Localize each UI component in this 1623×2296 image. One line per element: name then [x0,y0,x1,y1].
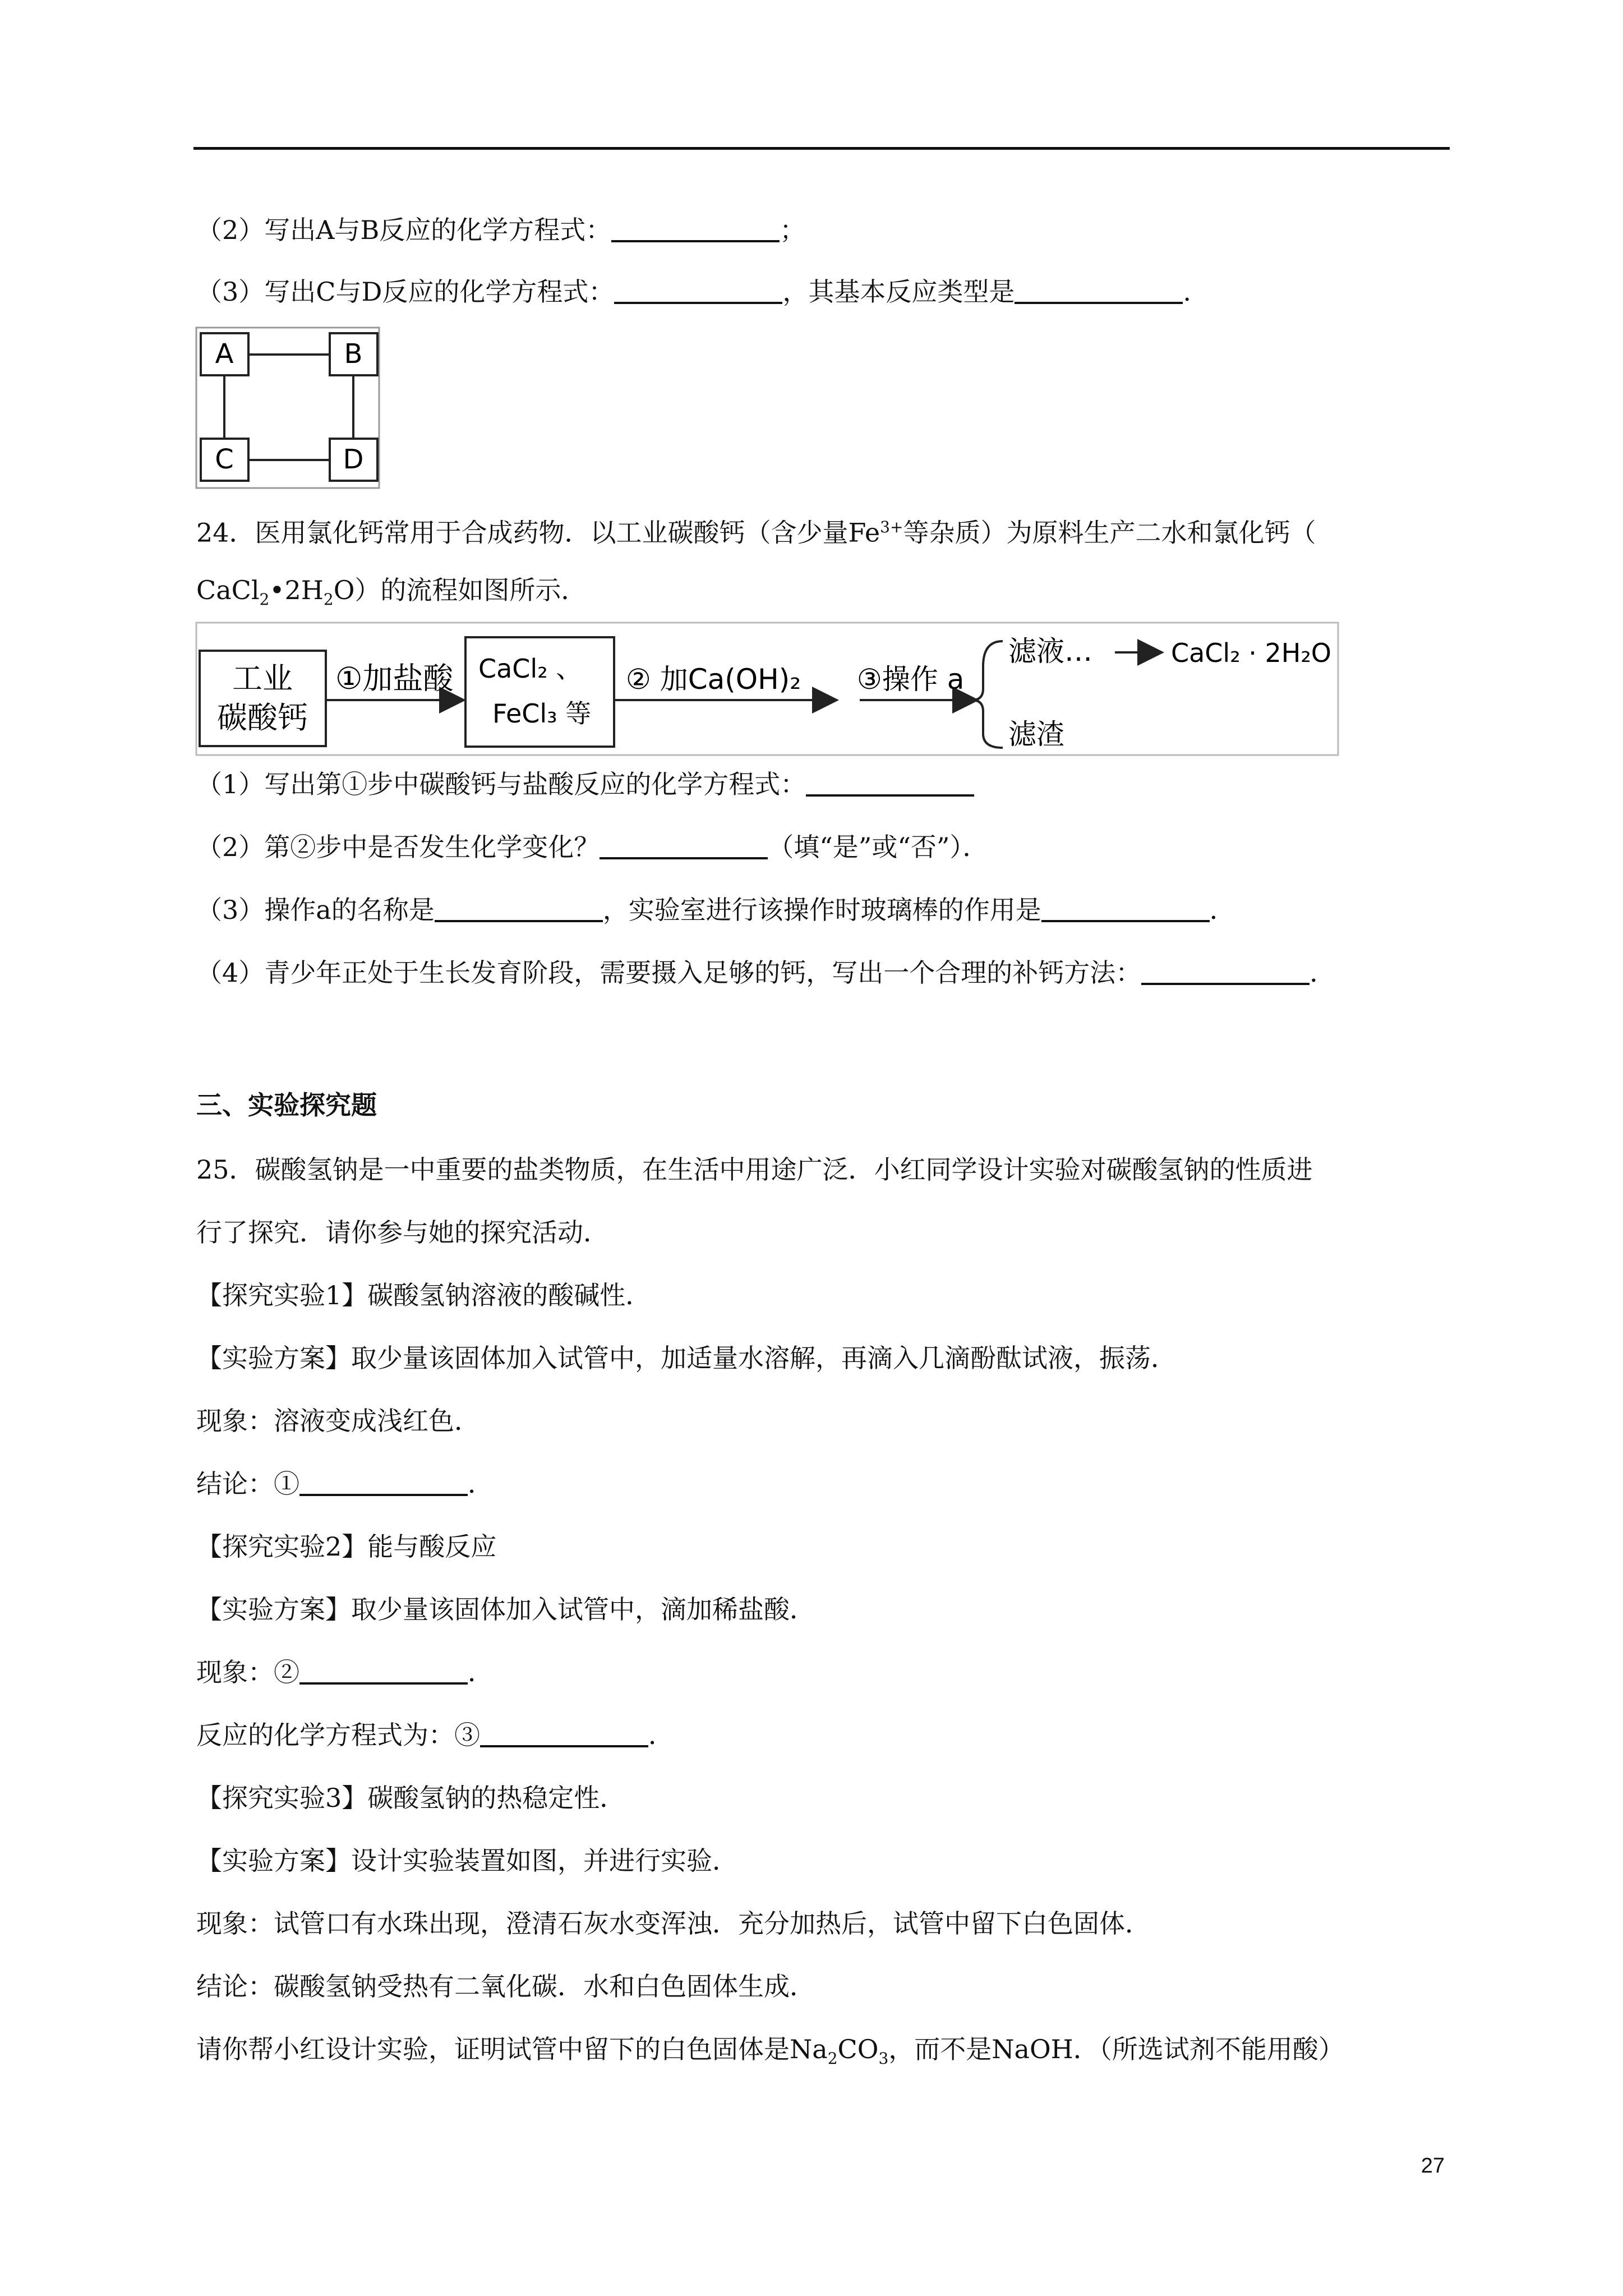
q24-part3: （3）操作a的名称是 ，实验室进行该操作时玻璃棒的作用是 ． [196,895,1235,925]
process-flow-diagram [195,622,1339,756]
q25-phen3: 现象：试管口有水珠出现，澄清石灰水变浑浊．充分加热后，试管中留下白色固体． [196,1908,1151,1939]
answer-blank[interactable] [1041,898,1210,922]
svg-text:CaCl₂ · 2H₂O: CaCl₂ · 2H₂O [1171,638,1332,668]
answer-blank[interactable] [806,772,974,797]
label-a: A [215,338,234,370]
q24-intro-line1: 24．医用氯化钙常用于合成药物．以工业碳酸钙（含少量$Fe^{3+}$等杂质）为原料生产二水和氯化钙（ [196,517,1316,548]
answer-blank[interactable] [435,898,603,922]
q24-part4: （4）青少年正处于生长发育阶段，需要摄入足够的钙，写出一个合理的补钙方法： ． [196,958,1336,988]
answer-blank[interactable] [614,279,782,304]
answer-blank[interactable] [600,835,768,859]
label-c: C [215,444,234,475]
q25-concl1: 结论：① ． [196,1469,494,1499]
label-d: D [343,444,364,475]
answer-blank[interactable] [611,218,780,242]
answer-blank[interactable] [1015,279,1183,304]
svg-text:② 加Ca(OH)₂: ② 加Ca(OH)₂ [626,663,801,696]
q23-part3: （3）写出C与D反应的化学方程式： ，其基本反应类型是 . [196,277,1191,307]
abcd-relation-diagram [195,326,380,489]
q25-intro-line1: 25．碳酸氢钠是一中重要的盐类物质，在生活中用途广泛．小红同学设计实验对碳酸氢钠的性质进 [196,1154,1313,1185]
q25-task: 请你帮小红设计实验，证明试管中留下的白色固体是$Na_2CO_3$，而不是NaOH．（所选试剂不能用酸） [196,2034,1344,2068]
page-number: 27 [1421,2154,1445,2178]
q25-phen1: 现象：溶液变成浅红色． [196,1406,480,1436]
section-title: 三、实验探究题 [196,1090,377,1120]
q25-plan3: 【实验方案】设计实验装置如图，并进行实验． [196,1846,738,1876]
q25-concl3: 结论：碳酸氢钠受热有二氧化碳．水和白色固体生成． [196,1971,815,2001]
q23-part2: （2）写出A与B反应的化学方程式： ； [196,215,806,245]
answer-blank[interactable] [1141,960,1310,985]
label-b: B [344,338,363,370]
svg-text:③操作 a: ③操作 a [857,663,965,696]
q25-exp1: 【探究实验1】碳酸氢钠溶液的酸碱性． [196,1280,652,1310]
svg-text:碳酸钙: 碳酸钙 [217,700,308,735]
answer-blank[interactable] [299,1471,468,1496]
svg-text:①加盐酸: ①加盐酸 [335,661,454,696]
q25-plan2: 【实验方案】取少量该固体加入试管中，滴加稀盐酸． [196,1594,815,1625]
header-rule [193,147,1450,150]
q25-exp3: 【探究实验3】碳酸氢钠的热稳定性． [196,1783,626,1813]
q25-plan1: 【实验方案】取少量该固体加入试管中，加适量水溶解，再滴入几滴酚酞试液，振荡． [196,1343,1177,1373]
svg-text:FeCl₃ 等: FeCl₃ 等 [492,698,592,729]
svg-text:工业: 工业 [232,661,293,696]
svg-text:CaCl₂ 、: CaCl₂ 、 [478,654,582,684]
q25-intro-line2: 行了探究．请你参与她的探究活动． [196,1217,609,1248]
svg-text:滤液…: 滤液… [1008,635,1092,668]
q25-exp2: 【探究实验2】能与酸反应 [196,1531,497,1562]
answer-blank[interactable] [480,1723,648,1747]
answer-blank[interactable] [299,1660,468,1685]
q24-intro-line2: $CaCl_2•2H_2O$）的流程如图所示． [196,575,587,609]
svg-text:滤渣: 滤渣 [1008,718,1064,751]
q24-part1: （1）写出第①步中碳酸钙与盐酸反应的化学方程式： [196,767,974,801]
q25-equation: 反应的化学方程式为：③ ． [196,1720,674,1750]
q24-part2: （2）第②步中是否发生化学变化？ （填“是”或“否”）． [196,832,989,862]
q25-phen2: 现象：② ． [196,1657,494,1687]
